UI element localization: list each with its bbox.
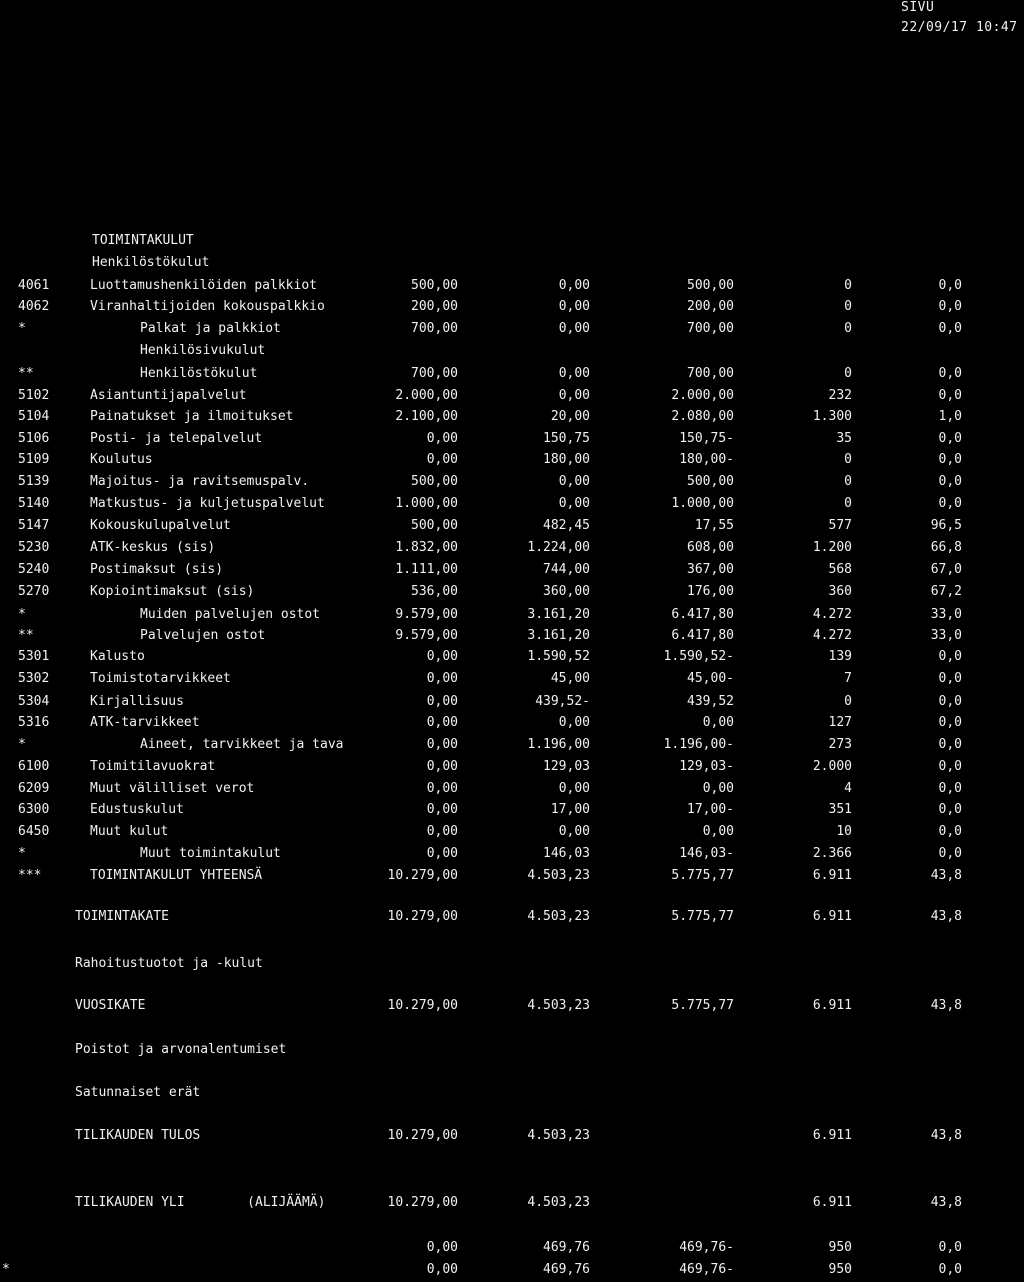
- summary-amount-col-5: 43,8: [930, 1128, 962, 1143]
- amount-col-1: 0,00: [426, 846, 458, 861]
- summary-row: [0, 909, 1024, 929]
- account-label: Koulutus: [90, 452, 153, 467]
- amount-col-3: 2.080,00: [671, 409, 734, 424]
- summary-label: TILIKAUDEN TULOS: [75, 1128, 201, 1143]
- summary-label: TILIKAUDEN YLI (ALIJÄÄMÄ): [75, 1195, 326, 1210]
- table-row: [0, 802, 1024, 822]
- account-code: 5302: [18, 671, 50, 686]
- account-code: *: [18, 846, 26, 861]
- account-label: Asiantuntijapalvelut: [90, 388, 247, 403]
- summary-amount-col-2: 4.503,23: [527, 909, 590, 924]
- summary-amount-col-2: 4.503,23: [527, 998, 590, 1013]
- amount-col-2: 0,00: [558, 388, 590, 403]
- account-label: Henkilöstökulut: [140, 366, 258, 381]
- amount-col-1: 500,00: [411, 518, 458, 533]
- table-row: [0, 846, 1024, 866]
- amount-col-3: 6.417,80: [671, 607, 734, 622]
- summary-amount-col-5: 43,8: [930, 998, 962, 1013]
- account-code: 6209: [18, 781, 50, 796]
- amount-col-1: 700,00: [411, 366, 458, 381]
- table-row: [0, 868, 1024, 888]
- amount-col-2: 0,00: [558, 824, 590, 839]
- amount-col-1: 9.579,00: [395, 628, 458, 643]
- account-label: Palkat ja palkkiot: [140, 321, 281, 336]
- amount-col-5: 1,0: [938, 409, 962, 424]
- amount-col-4: 0: [844, 496, 852, 511]
- amount-col-1: 9.579,00: [395, 607, 458, 622]
- amount-col-1: 0,00: [426, 715, 458, 730]
- amount-col-1: 0,00: [426, 824, 458, 839]
- amount-col-2: 1.224,00: [527, 540, 590, 555]
- account-code: 5109: [18, 452, 50, 467]
- amount-col-5: 0,0: [938, 737, 962, 752]
- table-row: [0, 366, 1024, 386]
- account-code: 4061: [18, 278, 50, 293]
- amount-col-3: 1.000,00: [671, 496, 734, 511]
- account-code: *: [18, 607, 26, 622]
- account-code: 5230: [18, 540, 50, 555]
- account-code: 6100: [18, 759, 50, 774]
- amount-col-2: 0,00: [558, 299, 590, 314]
- amount-col-5: 0,0: [938, 496, 962, 511]
- amount-col-4: 1.300: [812, 409, 852, 424]
- summary-amount-col-4: 6.911: [812, 1195, 852, 1210]
- table-row: [0, 431, 1024, 451]
- amount-col-4: 568: [828, 562, 852, 577]
- amount-col-5: 0,0: [938, 431, 962, 446]
- account-code: 5240: [18, 562, 50, 577]
- table-row: [0, 649, 1024, 669]
- amount-col-2: 0,00: [558, 474, 590, 489]
- amount-col-1: 1.000,00: [395, 496, 458, 511]
- amount-col-1: 1.832,00: [395, 540, 458, 555]
- account-code: 5139: [18, 474, 50, 489]
- amount-col-2: 129,03: [543, 759, 590, 774]
- amount-col-5: 0,0: [938, 474, 962, 489]
- account-code: **: [18, 366, 34, 381]
- summary-amount-col-1: 10.279,00: [387, 1128, 458, 1143]
- amount-col-2: 0,00: [558, 781, 590, 796]
- amount-col-5: 67,0: [930, 562, 962, 577]
- amount-col-3: 176,00: [687, 584, 734, 599]
- table-row: [0, 759, 1024, 779]
- footer-amount-col-3: 469,76-: [679, 1240, 734, 1255]
- amount-col-5: 0,0: [938, 781, 962, 796]
- amount-col-5: 0,0: [938, 649, 962, 664]
- account-label: TOIMINTAKULUT YHTEENSÄ: [90, 868, 263, 883]
- table-row: [0, 321, 1024, 341]
- summary-amount-col-4: 6.911: [812, 909, 852, 924]
- amount-col-3: 500,00: [687, 474, 734, 489]
- amount-col-1: 0,00: [426, 694, 458, 709]
- table-row: [0, 607, 1024, 627]
- account-label: Kopiointimaksut (sis): [90, 584, 255, 599]
- amount-col-4: 1.200: [812, 540, 852, 555]
- account-label: Kirjallisuus: [90, 694, 184, 709]
- amount-col-2: 0,00: [558, 366, 590, 381]
- account-label: ATK-tarvikkeet: [90, 715, 200, 730]
- amount-col-5: 0,0: [938, 671, 962, 686]
- table-row: [0, 628, 1024, 648]
- footer-amount-col-4: 950: [828, 1240, 852, 1255]
- amount-col-2: 20,00: [550, 409, 590, 424]
- summary-row: [0, 1042, 1024, 1062]
- account-label: ATK-keskus (sis): [90, 540, 216, 555]
- amount-col-2: 744,00: [543, 562, 590, 577]
- amount-col-3: 17,00-: [687, 802, 734, 817]
- amount-col-4: 2.000: [812, 759, 852, 774]
- summary-amount-col-4: 6.911: [812, 998, 852, 1013]
- footer-amount-col-1: 0,00: [426, 1240, 458, 1255]
- amount-col-5: 43,8: [930, 868, 962, 883]
- section-subtitle: Henkilöstökulut: [92, 255, 210, 270]
- account-label: Toimitilavuokrat: [90, 759, 216, 774]
- account-label: Luottamushenkilöiden palkkiot: [90, 278, 317, 293]
- footer-amount-col-1: 0,00: [426, 1262, 458, 1277]
- account-code: *: [18, 737, 26, 752]
- account-code: 5304: [18, 694, 50, 709]
- amount-col-2: 45,00: [550, 671, 590, 686]
- amount-col-4: 7: [844, 671, 852, 686]
- account-code: ***: [18, 868, 42, 883]
- summary-amount-col-2: 4.503,23: [527, 1128, 590, 1143]
- amount-col-4: 4: [844, 781, 852, 796]
- amount-col-5: 0,0: [938, 824, 962, 839]
- account-code: 5140: [18, 496, 50, 511]
- amount-col-4: 10: [836, 824, 852, 839]
- amount-col-3: 150,75-: [679, 431, 734, 446]
- footer-amount-col-2: 469,76: [543, 1262, 590, 1277]
- account-code: *: [18, 321, 26, 336]
- amount-col-1: 0,00: [426, 802, 458, 817]
- amount-col-2: 3.161,20: [527, 628, 590, 643]
- amount-col-1: 0,00: [426, 781, 458, 796]
- summary-amount-col-1: 10.279,00: [387, 1195, 458, 1210]
- summary-amount-col-4: 6.911: [812, 1128, 852, 1143]
- table-row: [0, 496, 1024, 516]
- amount-col-4: 351: [828, 802, 852, 817]
- table-row: [0, 388, 1024, 408]
- amount-col-2: 1.196,00: [527, 737, 590, 752]
- amount-col-3: 608,00: [687, 540, 734, 555]
- amount-col-1: 0,00: [426, 431, 458, 446]
- amount-col-1: 500,00: [411, 474, 458, 489]
- amount-col-2: 439,52-: [535, 694, 590, 709]
- summary-row: [0, 1128, 1024, 1148]
- amount-col-1: 0,00: [426, 759, 458, 774]
- amount-col-1: 536,00: [411, 584, 458, 599]
- footer-row: [0, 1262, 1024, 1282]
- amount-col-5: 0,0: [938, 452, 962, 467]
- amount-col-3: 5.775,77: [671, 868, 734, 883]
- table-row: [0, 343, 1024, 363]
- amount-col-4: 35: [836, 431, 852, 446]
- footer-row: [0, 1240, 1024, 1260]
- account-code: 5102: [18, 388, 50, 403]
- table-row: [0, 299, 1024, 319]
- amount-col-5: 0,0: [938, 802, 962, 817]
- account-label: Aineet, tarvikkeet ja tava: [140, 737, 344, 752]
- amount-col-1: 0,00: [426, 649, 458, 664]
- account-label: Matkustus- ja kuljetuspalvelut: [90, 496, 325, 511]
- amount-col-4: 0: [844, 299, 852, 314]
- summary-row: [0, 998, 1024, 1018]
- amount-col-1: 2.100,00: [395, 409, 458, 424]
- amount-col-5: 33,0: [930, 628, 962, 643]
- amount-col-3: 180,00-: [679, 452, 734, 467]
- account-code: 5106: [18, 431, 50, 446]
- account-code: **: [18, 628, 34, 643]
- amount-col-5: 0,0: [938, 321, 962, 336]
- amount-col-5: 0,0: [938, 278, 962, 293]
- account-code: 5147: [18, 518, 50, 533]
- amount-col-4: 577: [828, 518, 852, 533]
- footer-marker: *: [2, 1262, 10, 1277]
- table-row: [0, 671, 1024, 691]
- summary-label: Satunnaiset erät: [75, 1085, 201, 1100]
- amount-col-1: 2.000,00: [395, 388, 458, 403]
- section-title: TOIMINTAKULUT: [92, 233, 194, 248]
- table-row: [0, 781, 1024, 801]
- amount-col-5: 0,0: [938, 299, 962, 314]
- account-label: Painatukset ja ilmoitukset: [90, 409, 294, 424]
- amount-col-2: 0,00: [558, 715, 590, 730]
- footer-amount-col-3: 469,76-: [679, 1262, 734, 1277]
- account-label: Postimaksut (sis): [90, 562, 224, 577]
- summary-amount-col-5: 43,8: [930, 1195, 962, 1210]
- amount-col-2: 4.503,23: [527, 868, 590, 883]
- amount-col-3: 1.590,52-: [663, 649, 734, 664]
- amount-col-3: 0,00: [702, 715, 734, 730]
- amount-col-5: 0,0: [938, 715, 962, 730]
- amount-col-2: 1.590,52: [527, 649, 590, 664]
- account-label: Muut kulut: [90, 824, 169, 839]
- print-datetime: 22/09/17 10:47: [901, 20, 1018, 35]
- amount-col-1: 0,00: [426, 671, 458, 686]
- amount-col-4: 0: [844, 366, 852, 381]
- amount-col-4: 0: [844, 278, 852, 293]
- amount-col-4: 2.366: [812, 846, 852, 861]
- table-row: [0, 715, 1024, 735]
- summary-row: [0, 956, 1024, 976]
- amount-col-3: 367,00: [687, 562, 734, 577]
- amount-col-2: 3.161,20: [527, 607, 590, 622]
- amount-col-3: 700,00: [687, 321, 734, 336]
- account-label: Palvelujen ostot: [140, 628, 266, 643]
- amount-col-4: 127: [828, 715, 852, 730]
- amount-col-5: 67,2: [930, 584, 962, 599]
- amount-col-5: 0,0: [938, 388, 962, 403]
- amount-col-2: 146,03: [543, 846, 590, 861]
- summary-row: [0, 1195, 1024, 1215]
- amount-col-1: 700,00: [411, 321, 458, 336]
- summary-label: Poistot ja arvonalentumiset: [75, 1042, 287, 1057]
- amount-col-4: 0: [844, 694, 852, 709]
- amount-col-4: 0: [844, 452, 852, 467]
- account-label: Edustuskulut: [90, 802, 184, 817]
- amount-col-1: 10.279,00: [387, 868, 458, 883]
- amount-col-1: 200,00: [411, 299, 458, 314]
- table-row: [0, 584, 1024, 604]
- amount-col-1: 0,00: [426, 452, 458, 467]
- amount-col-2: 0,00: [558, 321, 590, 336]
- summary-amount-col-3: 5.775,77: [671, 998, 734, 1013]
- amount-col-5: 0,0: [938, 759, 962, 774]
- footer-amount-col-5: 0,0: [938, 1240, 962, 1255]
- footer-amount-col-4: 950: [828, 1262, 852, 1277]
- amount-col-2: 180,00: [543, 452, 590, 467]
- amount-col-5: 0,0: [938, 846, 962, 861]
- account-label: Toimistotarvikkeet: [90, 671, 231, 686]
- amount-col-3: 6.417,80: [671, 628, 734, 643]
- page-label: SIVU: [901, 0, 935, 15]
- amount-col-4: 139: [828, 649, 852, 664]
- amount-col-4: 6.911: [812, 868, 852, 883]
- footer-amount-col-2: 469,76: [543, 1240, 590, 1255]
- amount-col-2: 150,75: [543, 431, 590, 446]
- amount-col-3: 129,03-: [679, 759, 734, 774]
- amount-col-3: 439,52: [687, 694, 734, 709]
- amount-col-5: 96,5: [930, 518, 962, 533]
- amount-col-2: 17,00: [550, 802, 590, 817]
- table-row: [0, 824, 1024, 844]
- amount-col-3: 200,00: [687, 299, 734, 314]
- amount-col-3: 17,55: [694, 518, 734, 533]
- account-label: Kokouskulupalvelut: [90, 518, 231, 533]
- amount-col-2: 482,45: [543, 518, 590, 533]
- account-label: Viranhaltijoiden kokouspalkkio: [90, 299, 325, 314]
- summary-label: TOIMINTAKATE: [75, 909, 169, 924]
- account-code: 6300: [18, 802, 50, 817]
- account-code: 6450: [18, 824, 50, 839]
- table-row: [0, 409, 1024, 429]
- account-code: 5104: [18, 409, 50, 424]
- amount-col-3: 146,03-: [679, 846, 734, 861]
- account-code: 5270: [18, 584, 50, 599]
- table-row: [0, 540, 1024, 560]
- table-row: [0, 518, 1024, 538]
- amount-col-4: 0: [844, 474, 852, 489]
- amount-col-3: 1.196,00-: [663, 737, 734, 752]
- amount-col-4: 4.272: [812, 628, 852, 643]
- summary-label: VUOSIKATE: [75, 998, 146, 1013]
- amount-col-5: 66,8: [930, 540, 962, 555]
- table-row: [0, 694, 1024, 714]
- amount-col-3: 0,00: [702, 781, 734, 796]
- amount-col-1: 0,00: [426, 737, 458, 752]
- amount-col-3: 700,00: [687, 366, 734, 381]
- amount-col-2: 360,00: [543, 584, 590, 599]
- summary-label: Rahoitustuotot ja -kulut: [75, 956, 263, 971]
- summary-amount-col-1: 10.279,00: [387, 998, 458, 1013]
- amount-col-4: 4.272: [812, 607, 852, 622]
- amount-col-5: 0,0: [938, 366, 962, 381]
- table-row: [0, 452, 1024, 472]
- account-label: Muiden palvelujen ostot: [140, 607, 321, 622]
- account-label: Henkilösivukulut: [140, 343, 266, 358]
- amount-col-4: 0: [844, 321, 852, 336]
- account-label: Muut toimintakulut: [140, 846, 281, 861]
- amount-col-2: 0,00: [558, 496, 590, 511]
- amount-col-3: 0,00: [702, 824, 734, 839]
- amount-col-1: 500,00: [411, 278, 458, 293]
- amount-col-2: 0,00: [558, 278, 590, 293]
- amount-col-4: 232: [828, 388, 852, 403]
- amount-col-1: 1.111,00: [395, 562, 458, 577]
- account-label: Posti- ja telepalvelut: [90, 431, 263, 446]
- summary-amount-col-2: 4.503,23: [527, 1195, 590, 1210]
- amount-col-4: 273: [828, 737, 852, 752]
- account-label: Muut välilliset verot: [90, 781, 255, 796]
- amount-col-5: 33,0: [930, 607, 962, 622]
- account-code: 5316: [18, 715, 50, 730]
- account-code: 5301: [18, 649, 50, 664]
- amount-col-3: 2.000,00: [671, 388, 734, 403]
- table-row: [0, 737, 1024, 757]
- amount-col-3: 45,00-: [687, 671, 734, 686]
- table-row: [0, 278, 1024, 298]
- summary-amount-col-5: 43,8: [930, 909, 962, 924]
- footer-amount-col-5: 0,0: [938, 1262, 962, 1277]
- account-label: Majoitus- ja ravitsemuspalv.: [90, 474, 310, 489]
- summary-row: [0, 1085, 1024, 1105]
- amount-col-4: 360: [828, 584, 852, 599]
- summary-amount-col-1: 10.279,00: [387, 909, 458, 924]
- account-label: Kalusto: [90, 649, 145, 664]
- account-code: 4062: [18, 299, 50, 314]
- amount-col-3: 500,00: [687, 278, 734, 293]
- table-row: [0, 474, 1024, 494]
- amount-col-5: 0,0: [938, 694, 962, 709]
- summary-amount-col-3: 5.775,77: [671, 909, 734, 924]
- table-row: [0, 562, 1024, 582]
